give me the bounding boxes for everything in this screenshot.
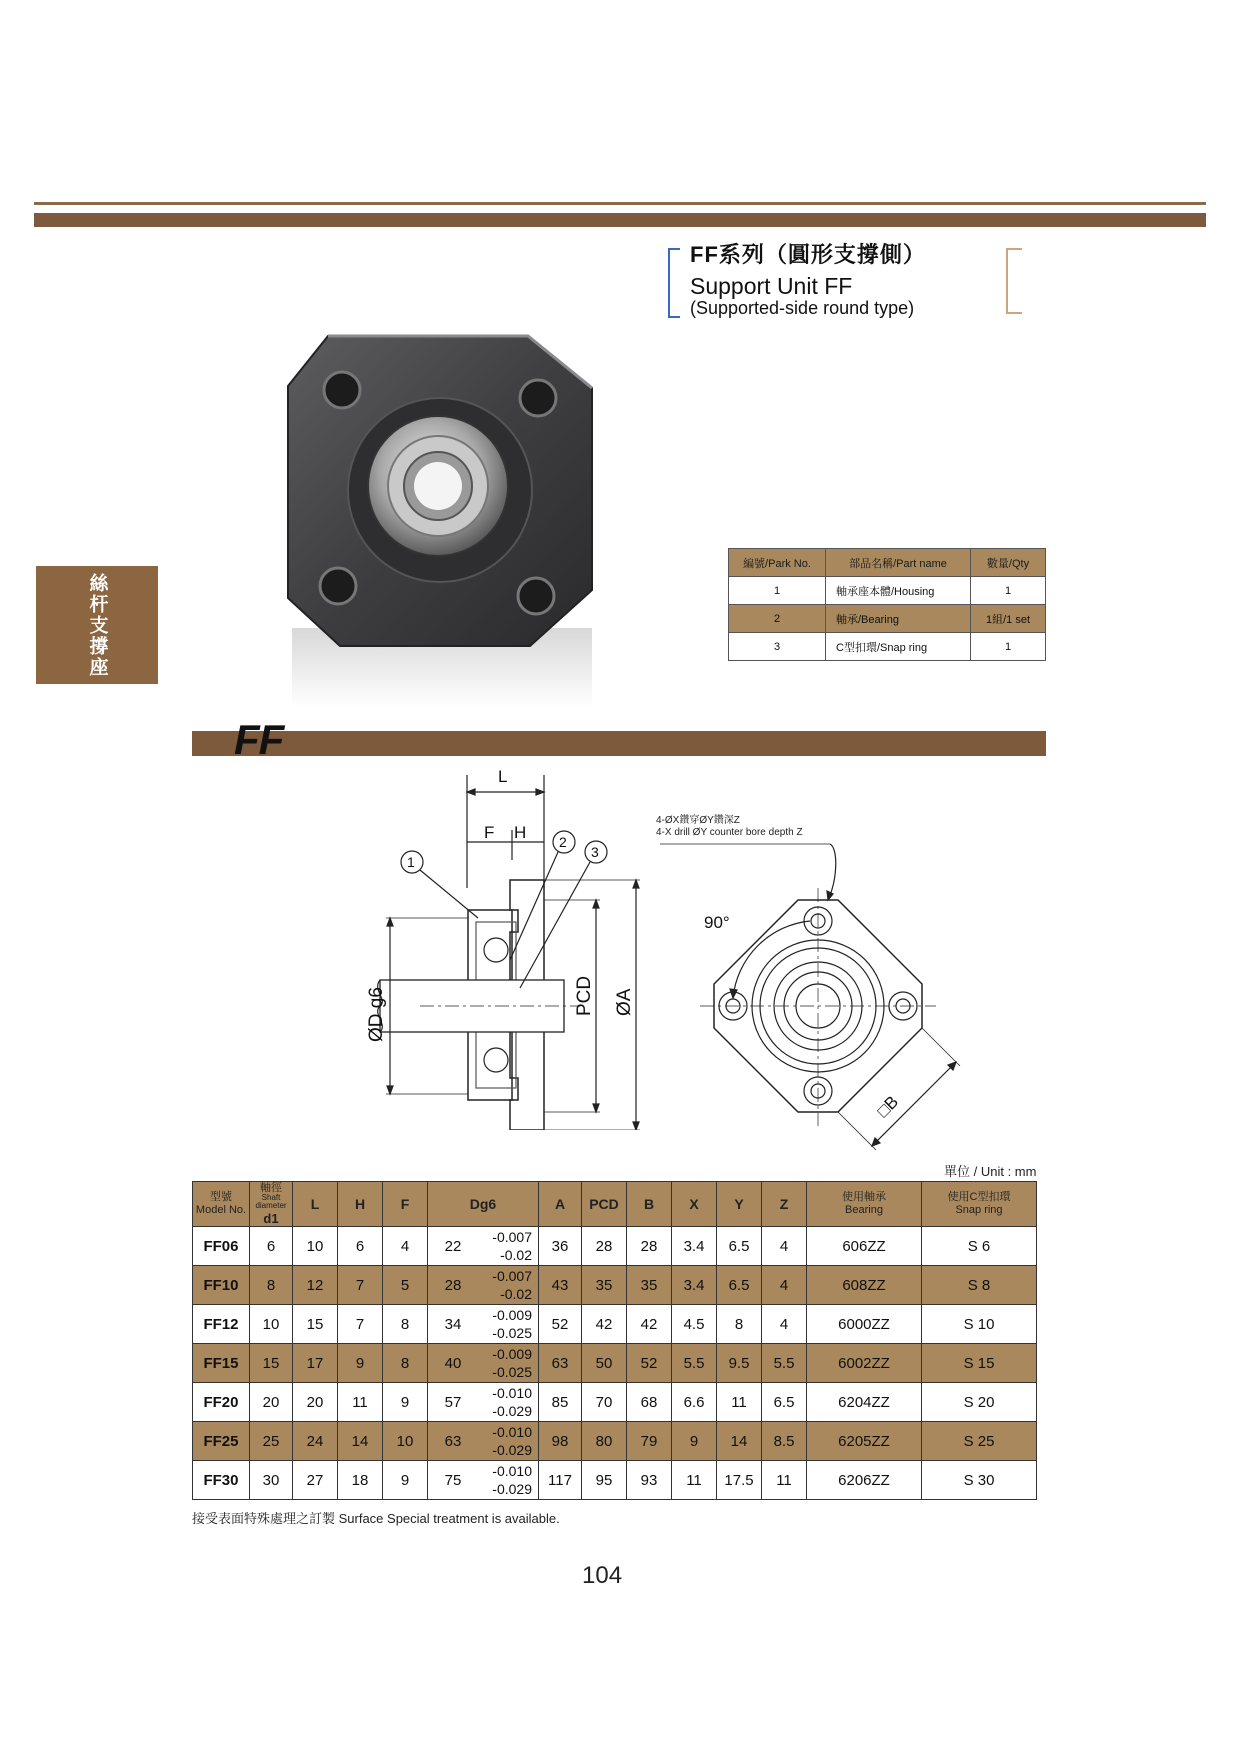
surface-treatment-note: 接受表面特殊處理之訂製 Surface Special treatment is available. [192, 1511, 560, 1526]
label-angle: 90° [704, 913, 730, 932]
table-row: 2 軸承/Bearing 1組/1 set [729, 605, 1046, 633]
top-rule-thick [34, 213, 1206, 227]
header-dg6: Dg6 [428, 1182, 539, 1227]
spec-table [192, 1181, 1037, 1500]
callout-3: 3 [591, 844, 599, 860]
title-block [690, 238, 1020, 319]
label-b: □B [873, 1092, 903, 1121]
parts-header-no: 編號/Park No. [729, 549, 826, 577]
table-row: FF30 30 27 18 9 75 -0.010 -0.029 117 95 93 11 17.5 11 6206ZZ S 30 [193, 1461, 1037, 1500]
front-view-drawing [660, 838, 990, 1168]
leader-1 [420, 870, 478, 918]
parts-header-name: 部品名稱/Part name [826, 549, 971, 577]
header-z: Z [762, 1182, 807, 1227]
side-view-drawing [360, 760, 680, 1130]
label-dg6: ØD g6 [366, 987, 387, 1042]
drill-note-cn: 4-ØX鑽穿ØY鑽深Z [656, 815, 740, 826]
dim-line [838, 1112, 876, 1150]
product-photo [280, 328, 610, 718]
header-snap: 使用C型扣環 Snap ring [922, 1182, 1037, 1227]
header-f: F [383, 1182, 428, 1227]
header-y: Y [717, 1182, 762, 1227]
header-shaft: 軸徑 Shaft diameter d1 [250, 1182, 293, 1227]
callout-1: 1 [407, 854, 415, 870]
spec-header-row [193, 1182, 1037, 1227]
ball-bottom [484, 1048, 508, 1072]
header-model: 型號 Model No. [193, 1182, 250, 1227]
drill-note-en: 4-X drill ØY counter bore depth Z [656, 827, 803, 838]
label-da: ØA [614, 988, 635, 1016]
unit-label: 單位 / Unit : mm [944, 1164, 1037, 1179]
table-row: 3 C型扣環/Snap ring 1 [729, 633, 1046, 661]
top-rule-thin [34, 202, 1206, 205]
dim-line [922, 1028, 960, 1066]
title-bracket-left [668, 248, 680, 318]
label-h: H [514, 823, 527, 842]
bearing-bore [414, 462, 462, 510]
side-tab-label: 絲杆支撐座 [86, 572, 108, 678]
table-row: FF12 10 15 7 8 34 -0.009 -0.025 52 42 42 4.5 8 4 6000ZZ S 10 [193, 1305, 1037, 1344]
header-bearing: 使用軸承 Bearing [807, 1182, 922, 1227]
table-row: FF06 6 10 6 4 22 -0.007 -0.02 36 28 28 3.4 6.5 4 606ZZ S 6 [193, 1227, 1037, 1266]
leader-3 [520, 862, 590, 988]
label-pcd: PCD [574, 975, 595, 1016]
arrow [730, 989, 737, 998]
table-row: FF25 25 24 14 10 63 -0.010 -0.029 98 80 79 9 14 8.5 6205ZZ S 25 [193, 1422, 1037, 1461]
table-row: FF20 20 20 11 9 57 -0.010 -0.029 85 70 68 6.6 11 6.5 6204ZZ S 20 [193, 1383, 1037, 1422]
subtitle-en: (Supported-side round type) [690, 298, 915, 318]
header-pcd: PCD [582, 1182, 627, 1227]
parts-header-qty: 數量/Qty [971, 549, 1046, 577]
header-x: X [672, 1182, 717, 1227]
drill-note [656, 815, 803, 839]
header-a: A [539, 1182, 582, 1227]
section-bar [192, 731, 1046, 756]
table-row: 1 軸承座本體/Housing 1 [729, 577, 1046, 605]
parts-table [728, 548, 1046, 661]
table-row: FF10 8 12 7 5 28 -0.007 -0.02 43 35 35 3.4 6.5 4 608ZZ S 8 [193, 1266, 1037, 1305]
page-number: 104 [582, 1562, 623, 1589]
label-l: L [498, 767, 508, 786]
label-f: F [484, 823, 495, 842]
title-cn: FF系列（圓形支撐側） [690, 242, 926, 267]
section-label: FF [234, 716, 284, 763]
side-tab [36, 566, 158, 684]
title-en: Support Unit FF [690, 273, 853, 299]
ball-top [484, 938, 508, 962]
header-h: H [338, 1182, 383, 1227]
header-b: B [627, 1182, 672, 1227]
leader-2 [510, 852, 558, 960]
callout-2: 2 [559, 834, 567, 850]
table-row: FF15 15 17 9 8 40 -0.009 -0.025 63 50 52 5.5 9.5 5.5 6002ZZ S 15 [193, 1344, 1037, 1383]
arrow [827, 891, 833, 900]
header-l: L [293, 1182, 338, 1227]
